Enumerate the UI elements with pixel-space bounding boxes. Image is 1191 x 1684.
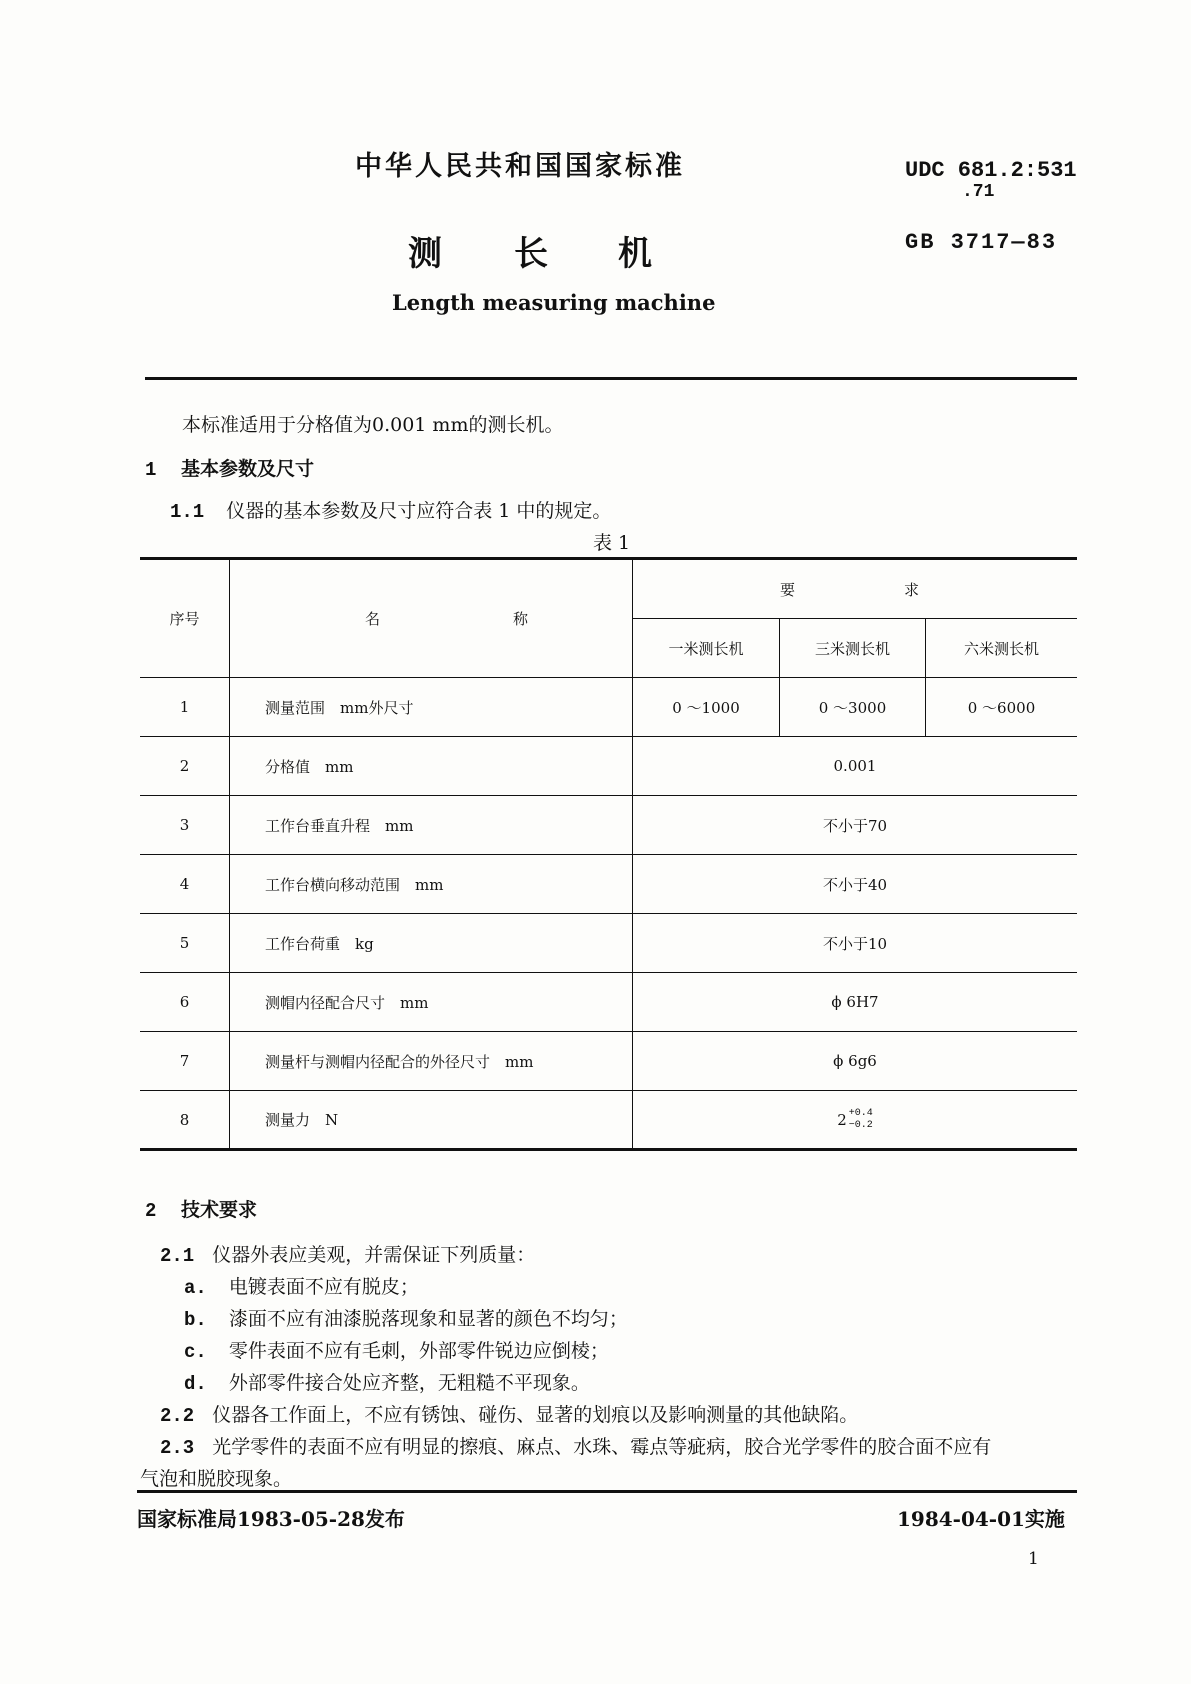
list-item-a-text: 电镀表面不应有脱皮； bbox=[228, 1276, 419, 1298]
row-3-val: 不小于70 bbox=[822, 816, 888, 835]
header-name-a: 名 bbox=[365, 610, 381, 628]
section-2-heading bbox=[145, 1195, 257, 1222]
intro-paragraph: 本标准适用于分格值为0.001 mm的测长机。 bbox=[182, 414, 564, 436]
section-1-heading bbox=[145, 454, 314, 481]
section-2-3 bbox=[160, 1432, 1080, 1459]
row-1-seq: 1 bbox=[179, 698, 190, 716]
list-item-c-label: c. bbox=[184, 1341, 207, 1363]
list-item-d-text: 外部零件接合处应齐整，无粗糙不平现象。 bbox=[228, 1372, 590, 1394]
header-req-b: 求 bbox=[904, 580, 920, 599]
section-2-2-text: 仪器各工作面上，不应有锈蚀、碰伤、显著的划痕以及影响测量的其他缺陷。 bbox=[212, 1404, 859, 1426]
section-2-3-cont: 气泡和脱胶现象。 bbox=[140, 1468, 293, 1490]
row-4-val: 不小于40 bbox=[822, 875, 888, 894]
list-item-b-text: 漆面不应有油漆脱落现象和显著的颜色不均匀； bbox=[228, 1308, 628, 1330]
title-en: Length measuring machine bbox=[392, 290, 716, 315]
section-1-1-number: 1.1 bbox=[170, 501, 205, 523]
table-caption: 表 1 bbox=[593, 532, 631, 554]
section-2-3-number: 2.3 bbox=[160, 1437, 195, 1459]
list-item-d bbox=[184, 1368, 590, 1395]
list-item-d-label: d. bbox=[184, 1373, 207, 1395]
list-item-a bbox=[184, 1272, 419, 1299]
row-6-val: ϕ 6H7 bbox=[831, 993, 879, 1011]
row-1-val-1: 0 ～1000 bbox=[672, 698, 740, 717]
section-2-1 bbox=[160, 1240, 535, 1267]
row-1-val-3: 0 ～6000 bbox=[967, 698, 1036, 717]
row-6-name: 测帽内径配合尺寸 mm bbox=[265, 993, 429, 1012]
title-cn-char-3: 机 bbox=[618, 234, 652, 274]
section-2-2-number: 2.2 bbox=[160, 1405, 195, 1427]
header-col-3: 六米测长机 bbox=[963, 639, 1039, 658]
row-4-name: 工作台横向移动范围 mm bbox=[265, 875, 444, 894]
header-rule bbox=[145, 377, 1077, 380]
list-item-c bbox=[184, 1336, 609, 1363]
table-1 bbox=[140, 557, 1077, 1151]
row-4-seq: 4 bbox=[179, 875, 190, 893]
effective-date: 1984-04-01实施 bbox=[897, 1507, 1065, 1531]
section-2-2 bbox=[160, 1400, 858, 1427]
list-item-c-text: 零件表面不应有毛刺，外部零件锐边应倒棱； bbox=[228, 1340, 609, 1362]
section-1-1 bbox=[170, 496, 611, 523]
row-2-name: 分格值 mm bbox=[265, 757, 354, 776]
list-item-b bbox=[184, 1304, 628, 1331]
row-6-seq: 6 bbox=[179, 993, 190, 1011]
row-5-seq: 5 bbox=[179, 934, 190, 952]
header-req-a: 要 bbox=[780, 580, 796, 599]
udc-code: UDC 681.2:531 bbox=[905, 158, 1077, 183]
row-5-val: 不小于10 bbox=[822, 934, 888, 953]
section-2-1-number: 2.1 bbox=[160, 1245, 195, 1267]
title-cn bbox=[408, 226, 668, 272]
row-2-seq: 2 bbox=[179, 757, 190, 775]
header-col-2: 三米测长机 bbox=[814, 639, 890, 658]
row-8-val-base: 2 bbox=[837, 1110, 847, 1129]
title-cn-char-1: 测 bbox=[408, 234, 442, 274]
row-8-val-lower: −0.2 bbox=[848, 1119, 873, 1131]
udc-code-continuation: .71 bbox=[962, 182, 995, 202]
page-number: 1 bbox=[1028, 1549, 1039, 1569]
section-1-number: 1 bbox=[145, 459, 157, 481]
row-3-name: 工作台垂直升程 mm bbox=[265, 816, 414, 835]
row-2-val: 0.001 bbox=[833, 757, 877, 775]
header-name-b: 称 bbox=[513, 610, 529, 628]
section-2-1-text: 仪器外表应美观，并需保证下列质量： bbox=[212, 1244, 536, 1266]
national-standard-heading: 中华人民共和国国家标准 bbox=[355, 151, 685, 182]
issued-date: 国家标准局1983-05-28发布 bbox=[137, 1507, 405, 1531]
table-top-rule bbox=[140, 557, 1077, 560]
row-8-seq: 8 bbox=[179, 1110, 190, 1129]
section-2-number: 2 bbox=[145, 1200, 157, 1222]
row-8-val-upper: +0.4 bbox=[848, 1107, 873, 1119]
row-7-seq: 7 bbox=[179, 1052, 190, 1070]
section-1-1-text: 仪器的基本参数及尺寸应符合表 1 中的规定。 bbox=[226, 500, 612, 522]
table-line-v bbox=[229, 557, 230, 1151]
row-5-name: 工作台荷重 kg bbox=[265, 934, 374, 953]
section-2-title: 技术要求 bbox=[181, 1199, 258, 1221]
title-cn-char-2: 长 bbox=[514, 234, 548, 274]
header-col-1: 一米测长机 bbox=[668, 639, 744, 658]
row-7-val: ϕ 6g6 bbox=[833, 1052, 877, 1070]
row-8-name: 测量力 N bbox=[265, 1111, 339, 1129]
row-8-val bbox=[633, 1091, 1077, 1148]
header-seq: 序号 bbox=[169, 610, 200, 628]
section-1-title: 基本参数及尺寸 bbox=[181, 458, 315, 480]
section-2-3-text-a: 光学零件的表面不应有明显的擦痕、麻点、水珠、霉点等疵病，胶合光学零件的胶合面不应有 bbox=[212, 1436, 992, 1458]
gb-code: GB 3717—83 bbox=[905, 230, 1058, 255]
list-item-b-label: b. bbox=[184, 1309, 207, 1331]
list-item-a-label: a. bbox=[184, 1277, 207, 1299]
row-7-name: 测量杆与测帽内径配合的外径尺寸 mm bbox=[265, 1052, 534, 1071]
row-3-seq: 3 bbox=[179, 816, 190, 834]
row-1-val-2: 0 ～3000 bbox=[818, 698, 887, 717]
table-bottom-rule bbox=[140, 1148, 1077, 1151]
row-1-name: 测量范围 mm外尺寸 bbox=[265, 698, 414, 717]
footer-rule bbox=[137, 1490, 1077, 1493]
